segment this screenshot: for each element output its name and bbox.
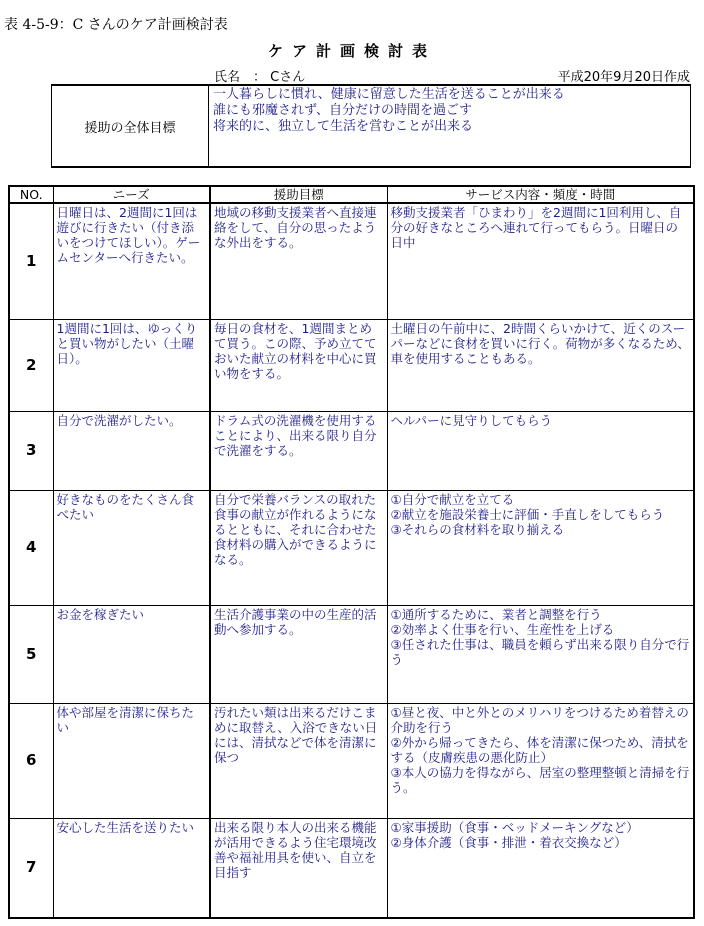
table-row — [9, 605, 694, 703]
row-number: 7 — [9, 818, 53, 918]
row-services — [387, 411, 694, 490]
service-item: ②外から帰ってきたら、体を清潔に保つため、清拭をする（皮膚疾患の悪化防止） — [390, 734, 689, 765]
row-number: 4 — [9, 490, 53, 605]
row-number: 3 — [9, 411, 53, 490]
row-goal: 地域の移動支援業者へ直接連絡をして、自分の思ったような外出をする。 — [210, 203, 387, 319]
client-name: Cさん — [270, 70, 306, 85]
table-row — [9, 490, 694, 605]
table-header-row — [9, 186, 694, 203]
row-needs: 安心した生活を送りたい — [53, 818, 210, 918]
service-item: ②身体介護（食事・排泄・着衣交換など） — [390, 834, 627, 850]
service-item: ヘルパーに見守りしてもらう — [390, 412, 553, 428]
row-needs: 1週間に1回は、ゆっくりと買い物がしたい（土曜日）。 — [53, 319, 210, 411]
row-services — [387, 203, 694, 319]
service-item: ②献立を施設栄養士に評価・手直しをしてもらう — [390, 506, 665, 522]
row-needs: お金を稼ぎたい — [53, 605, 210, 703]
row-services — [387, 703, 694, 818]
row-services — [387, 605, 694, 703]
page-title: ケア計画検討表 — [267, 42, 436, 60]
row-number: 1 — [9, 203, 53, 319]
overall-goal-line: 将来的に、独立して生活を営むことが出来る — [213, 119, 474, 134]
table-caption: 表 4-5-9：C さんのケア計画検討表 — [4, 17, 228, 33]
overall-goal-line: 誰にも邪魔されず、自分だけの時間を過ごす — [213, 103, 472, 118]
row-number: 2 — [9, 319, 53, 411]
row-needs: 好きなものをたくさん食べたい — [53, 490, 210, 605]
overall-goal-box — [51, 84, 691, 168]
row-number: 6 — [9, 703, 53, 818]
service-item: ③本人の協力を得ながら、居室の整理整頓と清掃を行う。 — [390, 764, 690, 795]
table-row — [9, 203, 694, 319]
service-item: ③それらの食材料を取り揃える — [390, 521, 565, 537]
row-services — [387, 319, 694, 411]
row-needs: 体や部屋を清潔に保ちたい — [53, 703, 210, 818]
care-plan-table — [8, 185, 695, 919]
service-item: ①通所するために、業者と調整を行う — [390, 606, 602, 622]
service-item: 移動支援業者「ひまわり」を2週間に1回利用し、自分の好きなところへ連れて行ってもらう。日曜日の日中 — [390, 205, 682, 250]
overall-goal-label: 援助の全体目標 — [52, 86, 209, 166]
client-name-label: 氏名 ： — [214, 70, 267, 85]
row-services — [387, 490, 694, 605]
overall-goal-line: 一人暮らしに慣れ、健康に留意した生活を送ることが出来る — [213, 87, 565, 102]
row-services — [387, 818, 694, 918]
header-no: NO. — [9, 186, 53, 203]
row-goal: 生活介護事業の中の生産的活動へ参加する。 — [210, 605, 387, 703]
service-item: ①自分で献立を立てる — [390, 491, 515, 507]
service-item: ③任された仕事は、職員を頼らず出来る限り自分で行う — [390, 636, 690, 667]
header-services: サービス内容・頻度・時間 — [387, 186, 694, 203]
overall-goal-lines — [209, 86, 569, 166]
row-goal: 汚れたい類は出来るだけこまめに取替え、入浴できない日には、清拭などで体を清潔に保つ — [210, 703, 387, 818]
client-name-line — [214, 66, 305, 85]
service-item: 土曜日の午前中に、2時間くらいかけて、近くのスーパーなどに食材を買いに行く。荷物が多くなるため、車を使用することもある。 — [390, 320, 690, 366]
service-item: ①昼と夜、中と外とのメリハリをつけるため着替えの介助を行う — [390, 704, 689, 735]
row-number: 5 — [9, 605, 53, 703]
service-item: ①家事援助（食事・ベッドメーキングなど） — [390, 819, 639, 835]
row-goal: 出来る限り本人の出来る機能が活用できるよう住宅環境改善や福祉用具を使い、自立を目指す — [210, 818, 387, 918]
table-row — [9, 411, 694, 490]
row-needs: 自分で洗濯がしたい。 — [53, 411, 210, 490]
created-date: 平成20年9月20日作成 — [557, 70, 690, 85]
table-row — [9, 818, 694, 918]
table-row — [9, 703, 694, 818]
row-needs: 日曜日は、2週間に1回は遊びに行きたい（付き添いをつけてほしい）。ゲームセンターへ行きたい。 — [53, 203, 210, 319]
header-goal: 援助目標 — [210, 186, 387, 203]
service-item: ②効率よく仕事を行い、生産性を上げる — [390, 621, 615, 637]
row-goal: 毎日の食材を、1週間まとめて買う。この際、予め立てておいた献立の材料を中心に買い物をする。 — [210, 319, 387, 411]
row-goal: 自分で栄養バランスの取れた食事の献立が作れるようになるとともに、それに合わせた食材料の購入ができるようになる。 — [210, 490, 387, 605]
table-row — [9, 319, 694, 411]
row-goal: ドラム式の洗濯機を使用することにより、出来る限り自分で洗濯をする。 — [210, 411, 387, 490]
header-needs: ニーズ — [53, 186, 210, 203]
